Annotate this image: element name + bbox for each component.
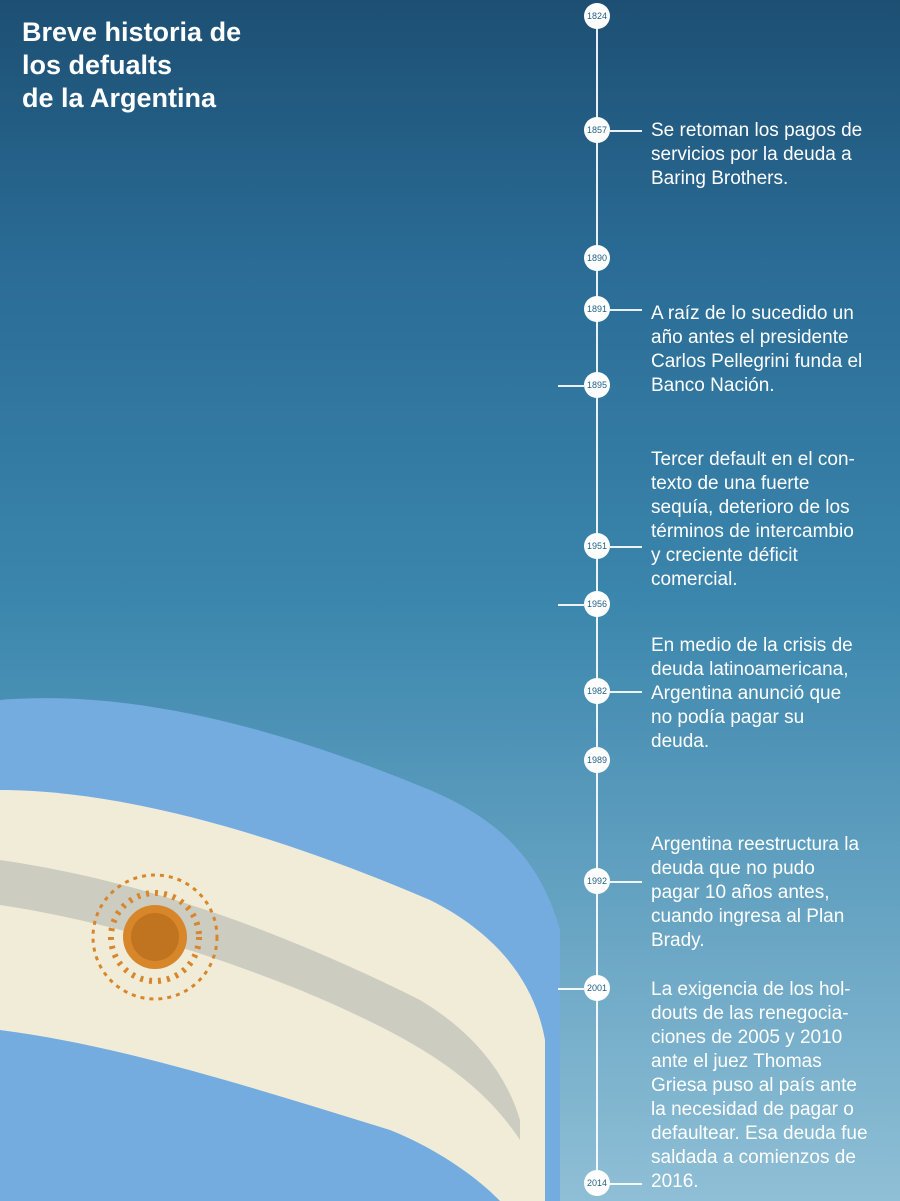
event-connector [610, 309, 642, 311]
year-badge: 1992 [584, 868, 610, 894]
year-badge: 1956 [584, 591, 610, 617]
title-line: los defualts [22, 50, 173, 80]
title-line: Breve historia de [22, 17, 242, 47]
event-connector [610, 546, 642, 548]
event-connector [558, 604, 584, 606]
year-badge: 1890 [584, 245, 610, 271]
page-title [22, 16, 241, 115]
title-line: de la Argentina [22, 83, 217, 113]
year-badge: 1891 [584, 296, 610, 322]
event-connector [610, 130, 642, 132]
event-description: Se retoman los pagos de servicios por la deuda a Baring Brothers. [651, 120, 863, 189]
event-description: A raíz de lo sucedido un año antes el presidente Carlos Pellegrini funda el Banco Nación. [651, 303, 863, 396]
year-badge: 1982 [584, 678, 610, 704]
event-description: Argentina reestructura la deuda que no pudo pagar 10 años antes, cuando ingresa al Plan Brady. [651, 834, 860, 951]
event-description: La exigencia de los hol- douts de las renegocia- ciones de 2005 y 2010 ante el juez Thomas Griesa puso al país ante la necesidad de pagar o defaultear. Esa deuda fue saldada a comienzos de 2016. [651, 979, 868, 1192]
year-badge: 2014 [584, 1170, 610, 1196]
year-badge: 1951 [584, 533, 610, 559]
year-badge: 1857 [584, 117, 610, 143]
event-description: En medio de la crisis de deuda latinoamericana, Argentina anunció que no podía pagar su deuda. [651, 635, 853, 752]
year-badge: 1895 [584, 372, 610, 398]
year-badge: 1989 [584, 747, 610, 773]
year-badge: 1824 [584, 3, 610, 29]
event-connector [558, 988, 584, 990]
event-description: Tercer default en el con- texto de una fuerte sequía, deterioro de los términos de intercambio y creciente déficit comercial. [651, 449, 855, 590]
event-connector [558, 385, 584, 387]
event-connector [610, 691, 642, 693]
year-badge: 2001 [584, 975, 610, 1001]
event-connector [610, 881, 642, 883]
event-connector [610, 1183, 642, 1185]
